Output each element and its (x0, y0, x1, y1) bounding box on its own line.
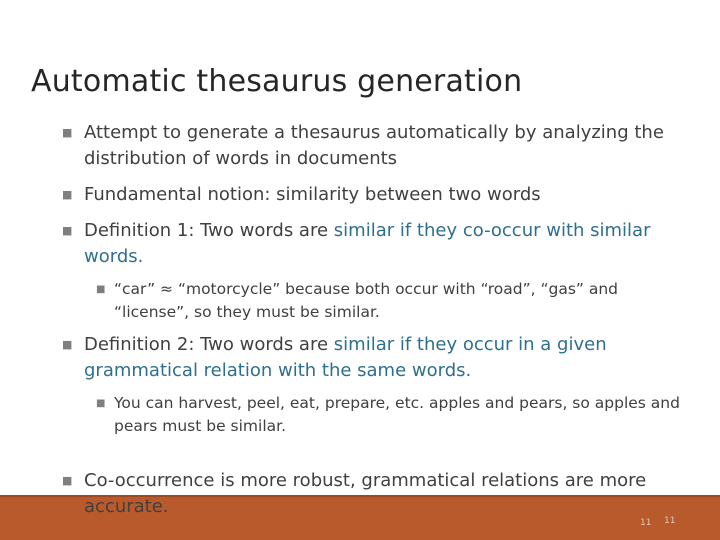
sub-bullet-text: You can harvest, peel, eat, prepare, etc. apples and pears, so apples and pears must be similar. (114, 394, 680, 435)
last-bullet-container (62, 468, 682, 530)
square-bullet-icon: ■ (96, 284, 106, 295)
sub-bullet-text: “car” ≈ “motorcycle” because both occur with “road”, “gas” and “license”, so they must be similar. (114, 280, 619, 321)
bullet-text: Co-occurrence is more robust, grammatical relations are more accurate. (84, 470, 647, 517)
square-bullet-icon: ■ (96, 398, 106, 409)
slide-title: Automatic thesaurus generation (31, 64, 523, 99)
bullet-text: Fundamental notion: similarity between two words (84, 184, 541, 205)
bullet-item (62, 218, 682, 270)
bullet-item (62, 332, 682, 384)
page-number: 11 (664, 516, 676, 526)
square-bullet-icon: ■ (62, 474, 73, 487)
bullet-item (62, 120, 682, 172)
bullet-accent-text: similar if they co-occur with similar words. (84, 220, 651, 267)
bullet-item (62, 182, 682, 208)
bullet-text: Definition 1: Two words are (84, 220, 334, 241)
bullet-accent-text: similar if they occur in a given grammatical relation with the same words. (84, 334, 607, 381)
square-bullet-icon: ■ (62, 188, 73, 201)
square-bullet-icon: ■ (62, 224, 73, 237)
sub-bullet-item (96, 278, 682, 324)
page-number: 11 (640, 518, 652, 528)
bullet-text: Attempt to generate a thesaurus automatically by analyzing the distribution of words in documents (84, 122, 664, 169)
square-bullet-icon: ■ (62, 126, 73, 139)
slide-content (62, 120, 682, 446)
bullet-item (62, 468, 682, 520)
bullet-text: Definition 2: Two words are (84, 334, 334, 355)
sub-bullet-item (96, 392, 682, 438)
square-bullet-icon: ■ (62, 338, 73, 351)
